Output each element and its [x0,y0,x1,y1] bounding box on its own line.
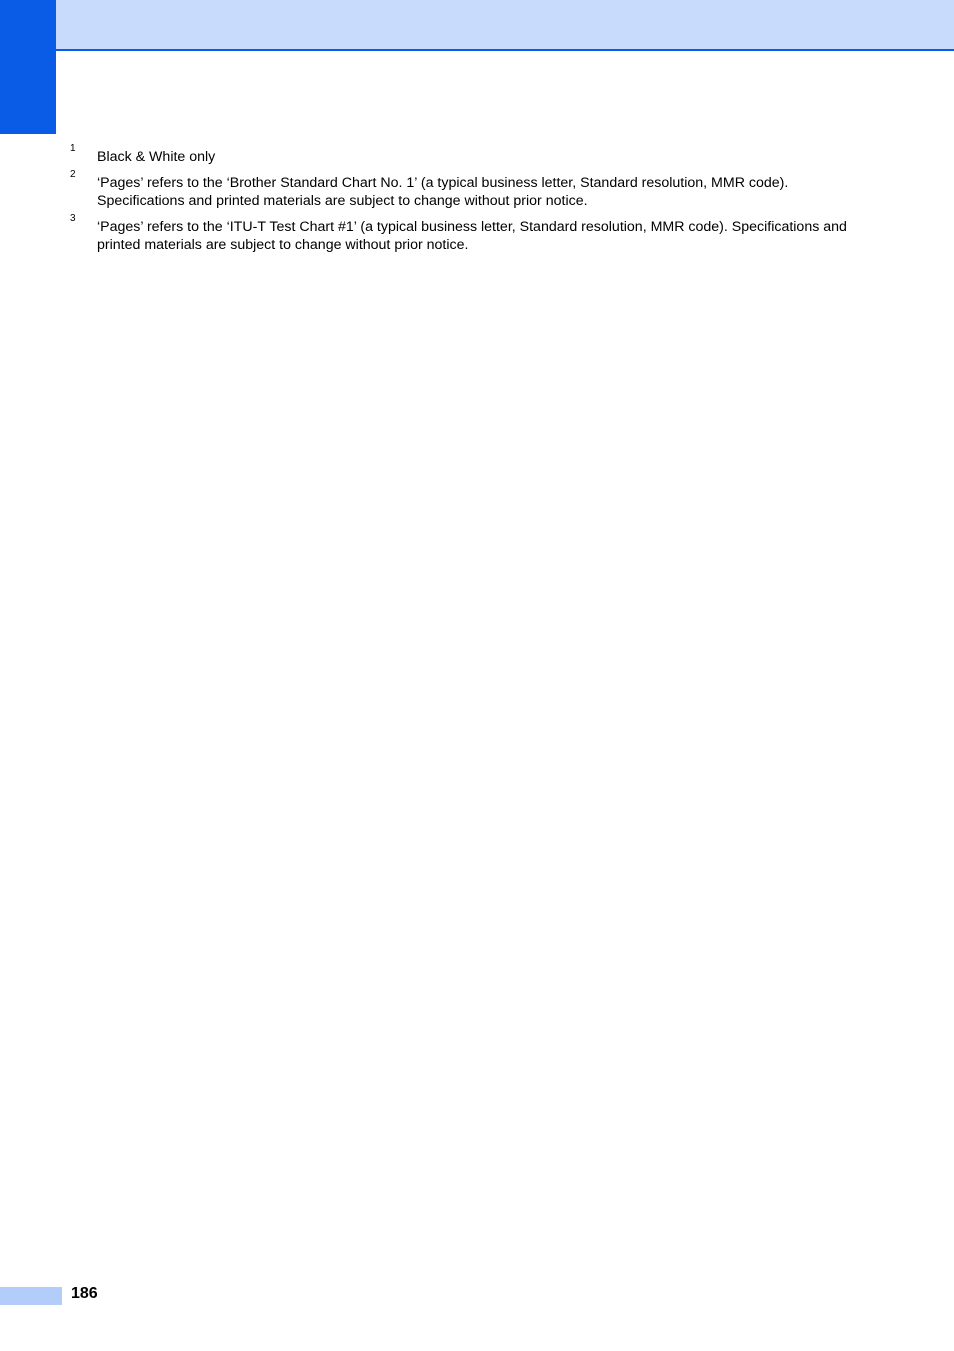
footnote-text: ‘Pages’ refers to the ‘ITU-T Test Chart #1’ (a typical business letter, Standard resolution, MMR code). Specifications and printed materials are subject to change without prior notice. [97,219,847,253]
page-number-tab [0,1287,62,1305]
footnote-item [70,169,870,210]
footnote-number: 1 [70,143,76,154]
footnote-item [70,143,870,166]
footnote-number: 2 [70,169,76,180]
page-number: 186 [71,1285,98,1302]
chapter-side-tab [0,0,56,134]
footnote-text: ‘Pages’ refers to the ‘Brother Standard Chart No. 1’ (a typical business letter, Standard resolution, MMR code). Specifications and printed materials are subject to change without prior notice. [97,175,789,209]
footnote-number: 3 [70,213,76,224]
footnote-item [70,213,870,254]
header-band [56,0,954,51]
footnote-text: Black & White only [97,149,216,165]
footnotes-list [70,143,870,262]
